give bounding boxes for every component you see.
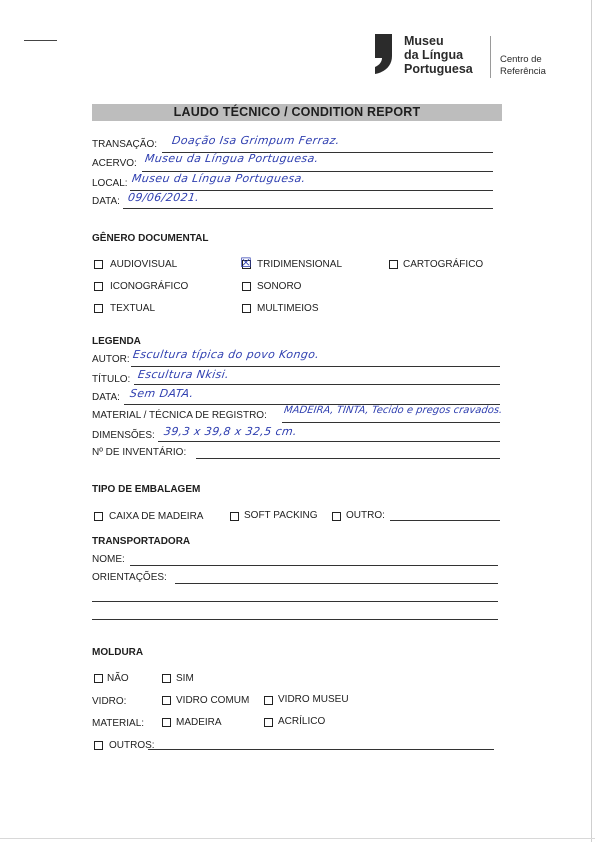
audiovisual-label: AUDIOVISUAL <box>110 259 178 270</box>
multimeios-label: MULTIMEIOS <box>257 303 319 314</box>
dimensoes-value[interactable]: 39,3 x 39,8 x 32,5 cm. <box>163 425 298 438</box>
embalagem-heading: TIPO DE EMBALAGEM <box>92 484 201 495</box>
inventario-label: Nº DE INVENTÁRIO: <box>92 447 187 458</box>
acervo-value[interactable]: Museu da Língua Portuguesa. <box>144 152 320 165</box>
outros-label: OUTROS: <box>109 740 155 751</box>
reference-center-line1: Centro de <box>500 54 542 65</box>
orientacoes-line-3[interactable] <box>92 619 498 620</box>
vidro-label: VIDRO: <box>92 696 127 707</box>
nome-label: NOME: <box>92 554 125 565</box>
checkbox-sonoro[interactable] <box>242 282 251 291</box>
museum-name-line2: da Língua <box>404 48 464 62</box>
orientacoes-line-1[interactable] <box>175 583 498 584</box>
data-label: DATA: <box>92 196 120 207</box>
transacao-label: TRANSAÇÃO: <box>92 139 158 150</box>
transportadora-heading: TRANSPORTADORA <box>92 536 191 547</box>
checkbox-textual[interactable] <box>94 304 103 313</box>
checkbox-cartografico[interactable] <box>389 260 398 269</box>
acrilico-label: ACRÍLICO <box>278 716 326 727</box>
data-line <box>123 208 493 209</box>
scan-edge-bottom <box>0 838 595 839</box>
vidro-museu-label: VIDRO MUSEU <box>278 694 349 705</box>
outro-label: OUTRO: <box>346 510 385 521</box>
checkbox-audiovisual[interactable] <box>94 260 103 269</box>
reference-center-label <box>500 54 546 78</box>
museum-logo-icon <box>372 34 394 74</box>
logo-divider <box>490 36 491 78</box>
moldura-material-label: MATERIAL: <box>92 718 145 729</box>
check-x-icon: ☒ <box>240 256 252 271</box>
orientacoes-label: ORIENTAÇÕES: <box>92 572 167 583</box>
acervo-label: ACERVO: <box>92 158 137 169</box>
dimensoes-label: DIMENSÕES: <box>92 430 155 441</box>
checkbox-multimeios[interactable] <box>242 304 251 313</box>
genero-heading: GÊNERO DOCUMENTAL <box>92 233 209 244</box>
legenda-heading: LEGENDA <box>92 336 141 347</box>
nome-line[interactable] <box>130 565 498 566</box>
checkbox-caixa-madeira[interactable] <box>94 512 103 521</box>
outros-line[interactable] <box>148 749 494 750</box>
data-value[interactable]: 09/06/2021. <box>127 191 201 204</box>
checkbox-vidro-comum[interactable] <box>162 696 171 705</box>
orientacoes-line-2[interactable] <box>92 601 498 602</box>
cartografico-label: CARTOGRÁFICO <box>403 259 484 270</box>
report-title: LAUDO TÉCNICO / CONDITION REPORT <box>92 104 502 121</box>
caixa-madeira-label: CAIXA DE MADEIRA <box>109 511 204 522</box>
textual-label: TEXTUAL <box>110 303 156 314</box>
autor-value[interactable]: Escultura típica do povo Kongo. <box>132 348 321 361</box>
scan-edge-right <box>591 0 592 842</box>
material-label: MATERIAL / TÉCNICA DE REGISTRO: <box>92 410 267 421</box>
local-label: LOCAL: <box>92 178 128 189</box>
dimensoes-line <box>158 441 500 442</box>
checkbox-soft-packing[interactable] <box>230 512 239 521</box>
local-value[interactable]: Museu da Língua Portuguesa. <box>131 172 307 185</box>
sim-label: SIM <box>176 673 194 684</box>
sonoro-label: SONORO <box>257 281 302 292</box>
museum-name-line3: Portuguesa <box>404 62 473 76</box>
checkbox-iconografico[interactable] <box>94 282 103 291</box>
madeira-label: MADEIRA <box>176 717 222 728</box>
museum-name-line1: Museu <box>404 34 444 48</box>
autor-label: AUTOR: <box>92 354 130 365</box>
reference-center-line2: Referência <box>500 66 546 77</box>
inventario-line <box>196 458 500 459</box>
titulo-value[interactable]: Escultura Nkisi. <box>137 368 231 381</box>
soft-packing-label: SOFT PACKING <box>244 510 318 521</box>
checkbox-madeira[interactable] <box>162 718 171 727</box>
checkbox-vidro-museu[interactable] <box>264 696 273 705</box>
outro-line[interactable] <box>390 520 500 521</box>
vidro-comum-label: VIDRO COMUM <box>176 695 250 706</box>
legenda-data-value[interactable]: Sem DATA. <box>129 387 195 400</box>
legenda-data-label: DATA: <box>92 392 120 403</box>
checkbox-tridimensional[interactable] <box>240 256 252 271</box>
autor-line <box>131 366 500 367</box>
checkbox-acrilico[interactable] <box>264 718 273 727</box>
material-value[interactable]: MADEIRA, TINTA, Tecido e pregos cravados. <box>283 405 504 416</box>
transacao-value[interactable]: Doação Isa Grimpum Ferraz. <box>171 134 341 147</box>
tridimensional-label: TRIDIMENSIONAL <box>257 259 343 270</box>
titulo-line <box>134 384 500 385</box>
scan-mark <box>24 40 57 41</box>
checkbox-outro[interactable] <box>332 512 341 521</box>
checkbox-nao[interactable] <box>94 674 103 683</box>
museum-name <box>404 34 504 76</box>
iconografico-label: ICONOGRÁFICO <box>110 281 189 292</box>
moldura-heading: MOLDURA <box>92 647 144 658</box>
titulo-label: TÍTULO: <box>92 374 131 385</box>
material-line <box>282 422 500 423</box>
checkbox-sim[interactable] <box>162 674 171 683</box>
nao-label: NÃO <box>107 673 129 684</box>
checkbox-outros[interactable] <box>94 741 103 750</box>
